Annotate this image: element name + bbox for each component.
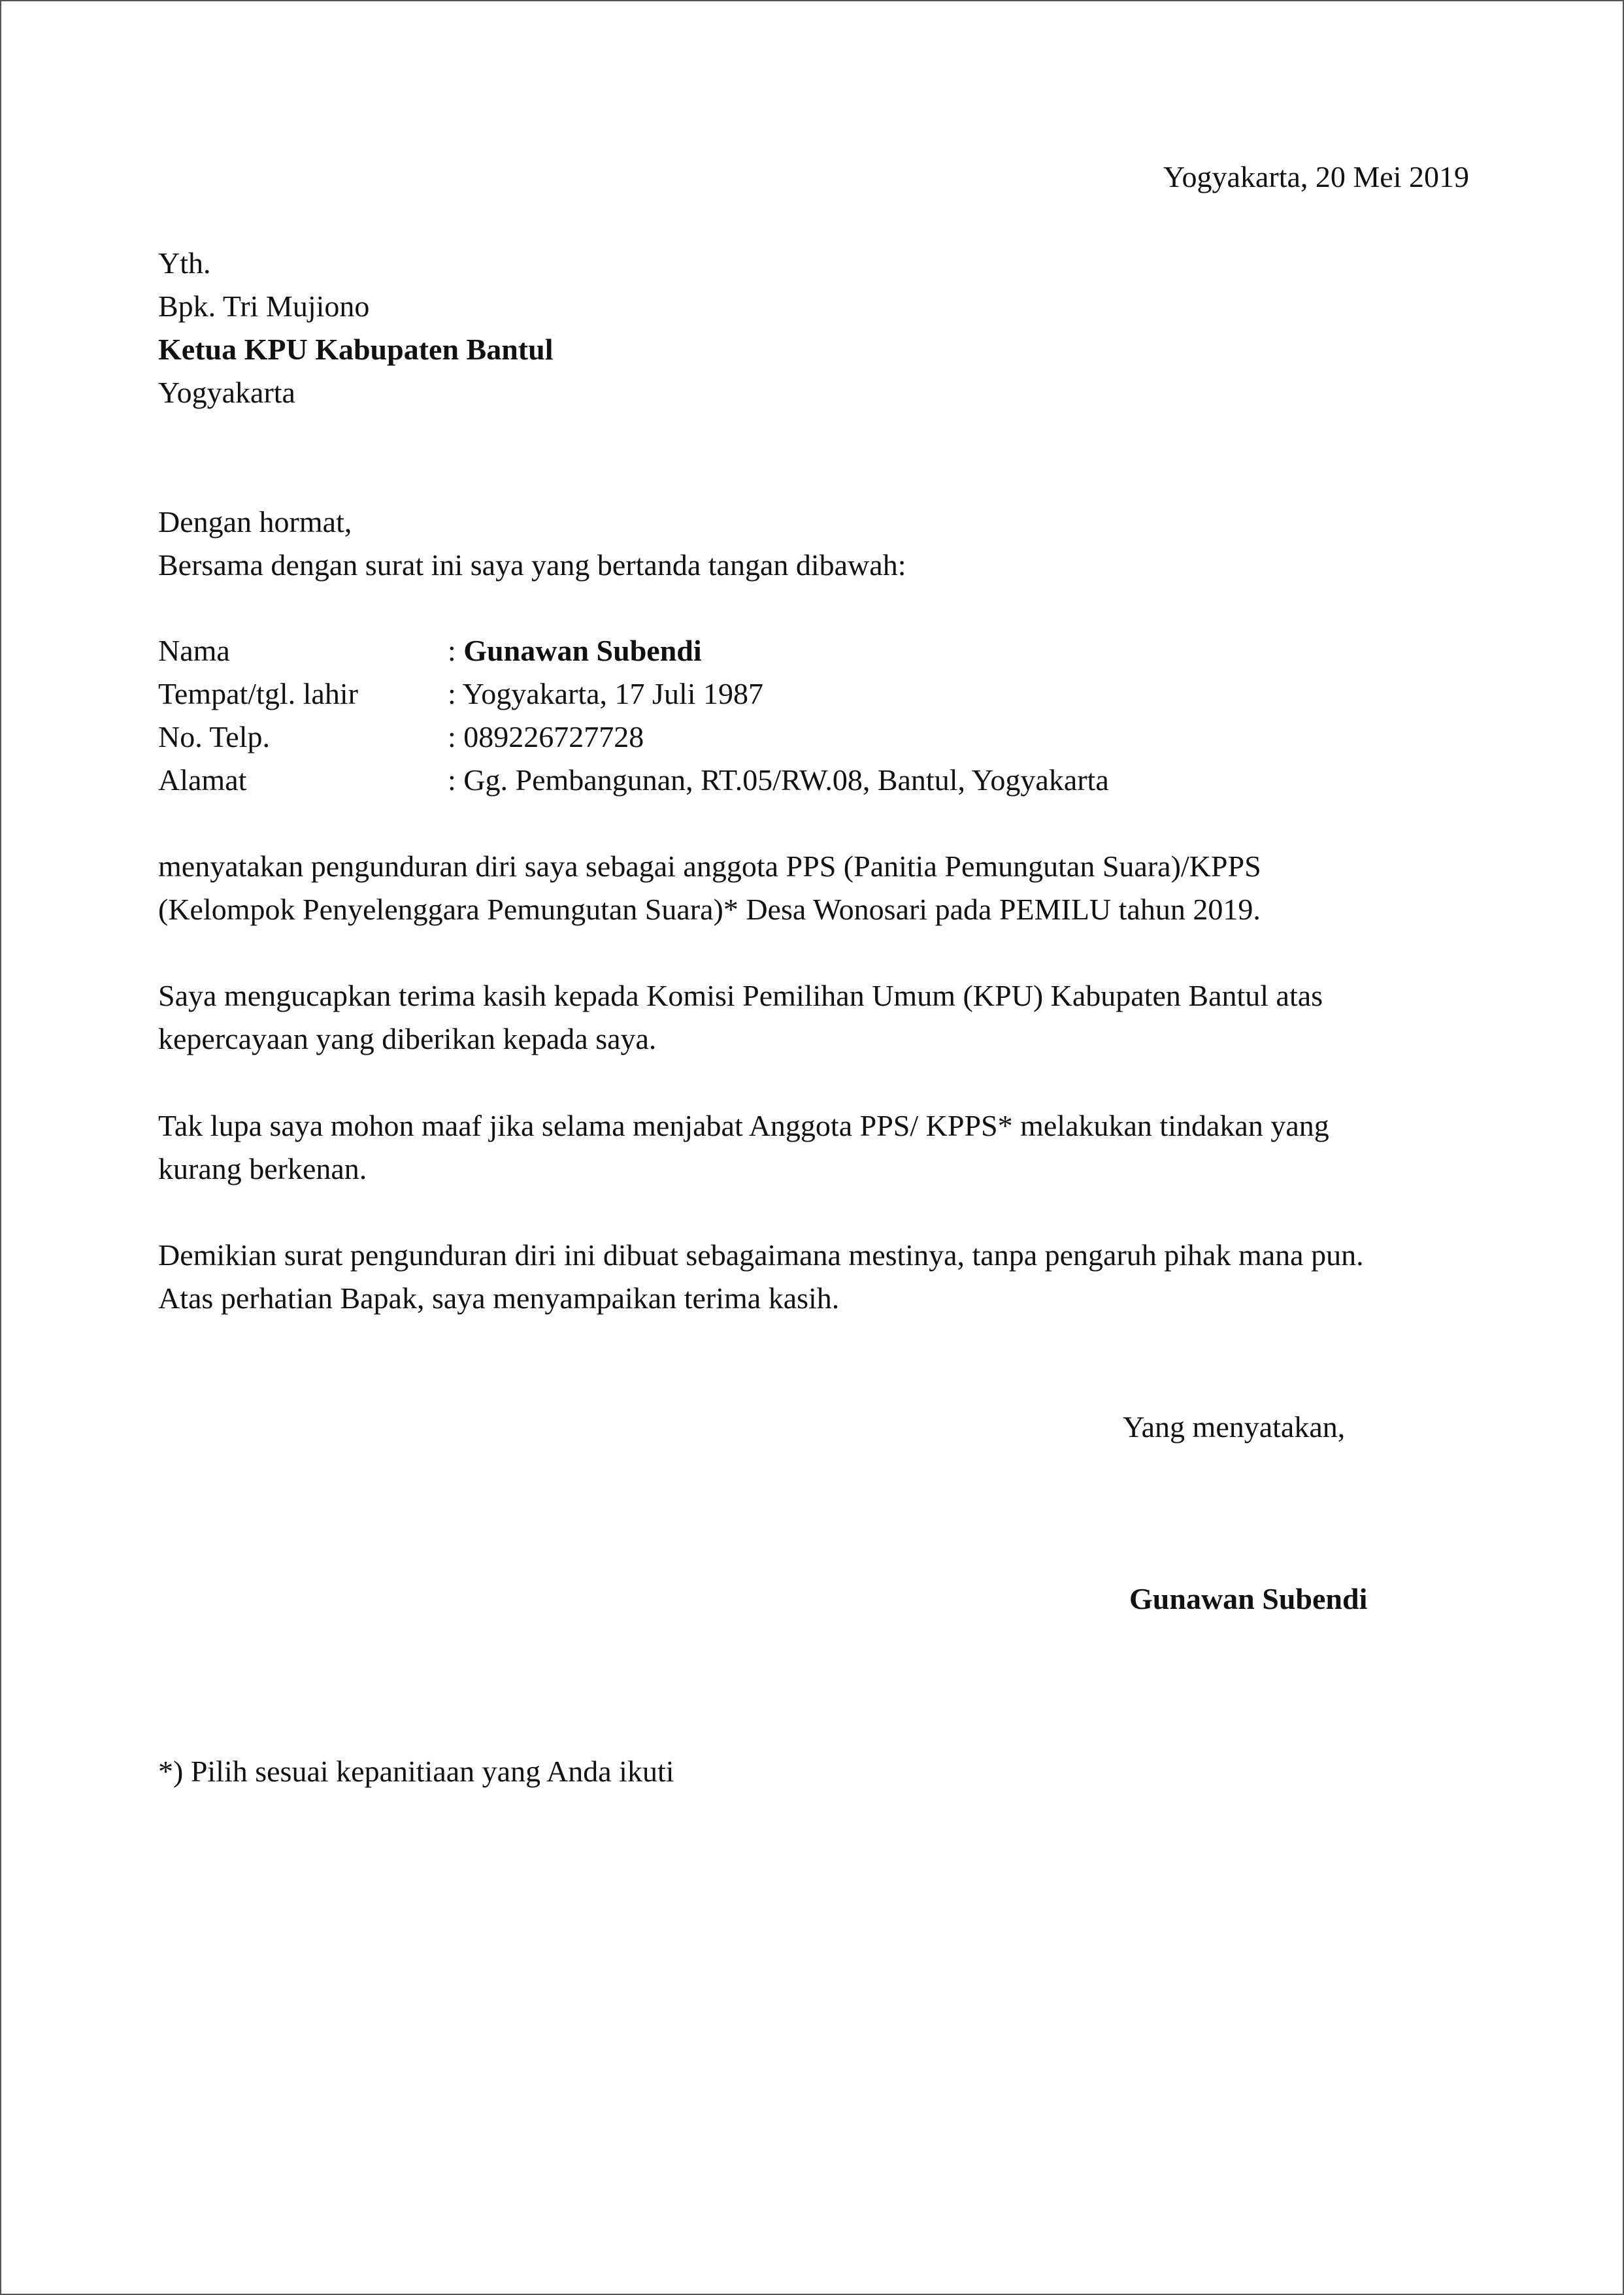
field-value-name: Gunawan Subendi [463, 634, 702, 667]
paragraph-line: (Kelompok Penyelenggara Pemungutan Suara)* Desa Wonosari pada PEMILU tahun 2019. [158, 893, 1261, 926]
paragraph-apology [158, 1104, 1329, 1191]
field-row-address [158, 759, 1109, 802]
letter-date: Yogyakarta, 20 Mei 2019 [1163, 160, 1469, 193]
field-colon: : [448, 634, 464, 667]
signer-name: Gunawan Subendi [1129, 1582, 1368, 1615]
field-label: Alamat [158, 763, 247, 797]
greeting: Dengan hormat, [158, 505, 352, 538]
paragraph-line: kepercayaan yang diberikan kepada saya. [158, 1022, 657, 1055]
identity-fields [158, 629, 1109, 802]
recipient-salutation: Yth. [158, 246, 211, 280]
field-value-address: : Gg. Pembangunan, RT.05/RW.08, Bantul, Yogyakarta [448, 763, 1109, 797]
paragraph-line: menyatakan pengunduran diri saya sebagai anggota PPS (Panitia Pemungutan Suara)/KPPS [158, 850, 1261, 883]
footnote: *) Pilih sesuai kepanitiaan yang Anda ikuti [158, 1755, 674, 1788]
paragraph-line: Tak lupa saya mohon maaf jika selama menjabat Anggota PPS/ KPPS* melakukan tindakan yang [158, 1109, 1329, 1142]
paragraph-line: Saya mengucapkan terima kasih kepada Komisi Pemilihan Umum (KPU) Kabupaten Bantul atas [158, 979, 1323, 1012]
field-label: Nama [158, 634, 230, 667]
field-label: No. Telp. [158, 720, 270, 753]
recipient-city: Yogyakarta [158, 376, 295, 409]
paragraph-line: kurang berkenan. [158, 1152, 367, 1185]
field-row-name [158, 629, 1109, 672]
paragraph-line: Demikian surat pengunduran diri ini dibuat sebagaimana mestinya, tanpa pengaruh pihak mana pun. [158, 1238, 1364, 1272]
field-row-birth [158, 672, 1109, 716]
paragraph-closing [158, 1234, 1364, 1320]
field-row-phone [158, 716, 1109, 759]
recipient-block [158, 242, 554, 414]
opening-block [158, 501, 906, 587]
paragraph-resignation [158, 845, 1261, 931]
field-value-birth: : Yogyakarta, 17 Juli 1987 [448, 677, 763, 710]
paragraph-thanks [158, 974, 1323, 1061]
field-value-phone: : 089226727728 [448, 720, 644, 753]
intro-line: Bersama dengan surat ini saya yang bertanda tangan dibawah: [158, 548, 906, 582]
recipient-name: Bpk. Tri Mujiono [158, 289, 370, 323]
recipient-position: Ketua KPU Kabupaten Bantul [158, 333, 554, 366]
closing-statement: Yang menyatakan, [1123, 1410, 1346, 1444]
paragraph-line: Atas perhatian Bapak, saya menyampaikan terima kasih. [158, 1281, 840, 1315]
field-label: Tempat/tgl. lahir [158, 677, 358, 710]
